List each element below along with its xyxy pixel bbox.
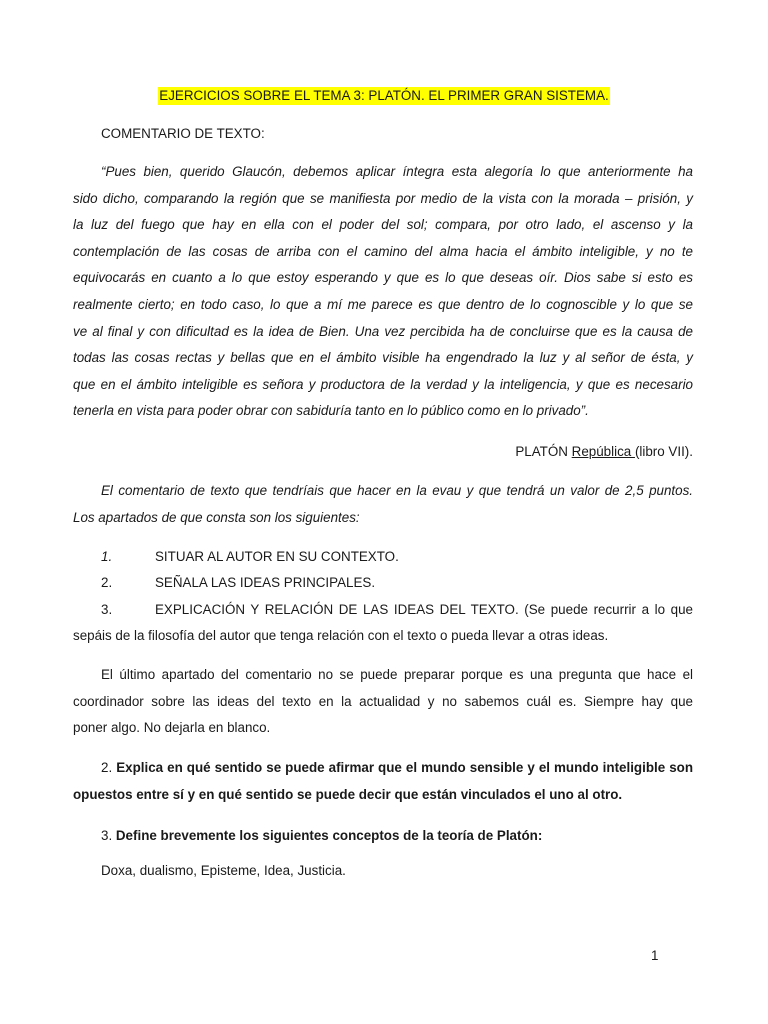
question-3 [101,826,542,846]
quote-line: la luz del fuego que hay en ella con el poder del sol; compara, por otro lado, el ascenso y la [73,217,693,233]
intro-line: Los apartados de que consta son los siguientes: [73,509,360,525]
paragraph-line: coordinador sobre las ideas del texto en la actualidad y no sabemos cuál es. Siempre hay que [73,693,693,709]
question-number: 2. [101,760,117,775]
quote-line: “Pues bien, querido Glaucón, debemos aplicar íntegra esta alegoría lo que anteriormente ha [101,164,693,179]
list-item-text: SEÑALA LAS IDEAS PRINCIPALES. [155,575,376,590]
citation-work: República [571,444,635,459]
quote-block [73,159,693,425]
highlighted-title-text: EJERCICIOS SOBRE EL TEMA 3: PLATÓN. EL PRIMER GRAN SISTEMA. [159,88,609,103]
paragraph-line: El último apartado del comentario no se puede preparar porque es una pregunta que hace el [101,667,693,682]
intro-line: El comentario de texto que tendríais que hacer en la evau y que tendrá un valor de 2,5 puntos. [101,483,693,498]
question-2 [73,754,693,808]
list-item-number: 1. [101,549,113,564]
quote-line: realmente cierto; en todo caso, lo que a mí me parece es que dentro de lo cognoscible y lo que se [73,296,693,312]
list-item-text-continued: sepáis de la filosofía del autor que tenga relación con el texto o pueda llevar a otras ideas. [73,628,609,643]
question-2-line [73,754,693,781]
paragraph-line: poner algo. No dejarla en blanco. [73,720,271,736]
quote-line: todas las cosas rectas y bellas que en el ámbito visible ha engendrado la luz y al señor de ésta, y [73,350,693,366]
quote-line: tenerla en vista para poder obrar con sabiduría tanto en lo público como en lo privado”. [73,403,589,419]
list-item-3 [73,597,693,649]
list-item-number: 2. [101,575,113,590]
document-title [0,86,768,106]
intro-paragraph [73,478,693,531]
quote-line: equivocarás en cuanto a lo que estoy esperando y que es lo que deseas oír. Dios sabe si esto es [73,270,693,286]
question-text: Define brevemente los siguientes conceptos de la teoría de Platón: [115,828,543,843]
quote-line: contemplación de las cosas de arriba con el camino del alma hacia el ámbito inteligible, y no te [73,243,693,259]
quote-line: sido dicho, comparando la región que se manifiesta por medio de la vista con la morada – prisión, y [73,190,693,206]
list-item-text: SITUAR AL AUTOR EN SU CONTEXTO. [155,549,399,564]
question-number: 3. [101,828,116,843]
page-number: 1 [651,948,659,963]
list-item-text: EXPLICACIÓN Y RELACIÓN DE LAS IDEAS DEL TEXTO. (Se puede recurrir a lo que [155,602,693,617]
concepts-list: Doxa, dualismo, Episteme, Idea, Justicia. [101,863,346,878]
citation-book: (libro VII). [634,444,693,459]
citation [515,442,693,462]
list-item-3-first-row [73,597,693,623]
quote-line: ve al final y con dificultad es la idea de Bien. Una vez percibida ha de concluirse que es la causa de [73,323,693,339]
quote-line: que en el ámbito inteligible es señora y productora de la verdad y la inteligencia, y que es necesario [73,376,693,392]
citation-author: PLATÓN [515,444,572,459]
question-text: Explica en qué sentido se puede afirmar que el mundo sensible y el mundo inteligible son [116,760,694,775]
list-item-number: 3. [101,602,113,617]
question-2-line: opuestos entre sí y en qué sentido se puede decir que están vinculados el uno al otro. [73,787,623,802]
note-paragraph [73,662,693,742]
section-heading: COMENTARIO DE TEXTO: [101,126,265,141]
